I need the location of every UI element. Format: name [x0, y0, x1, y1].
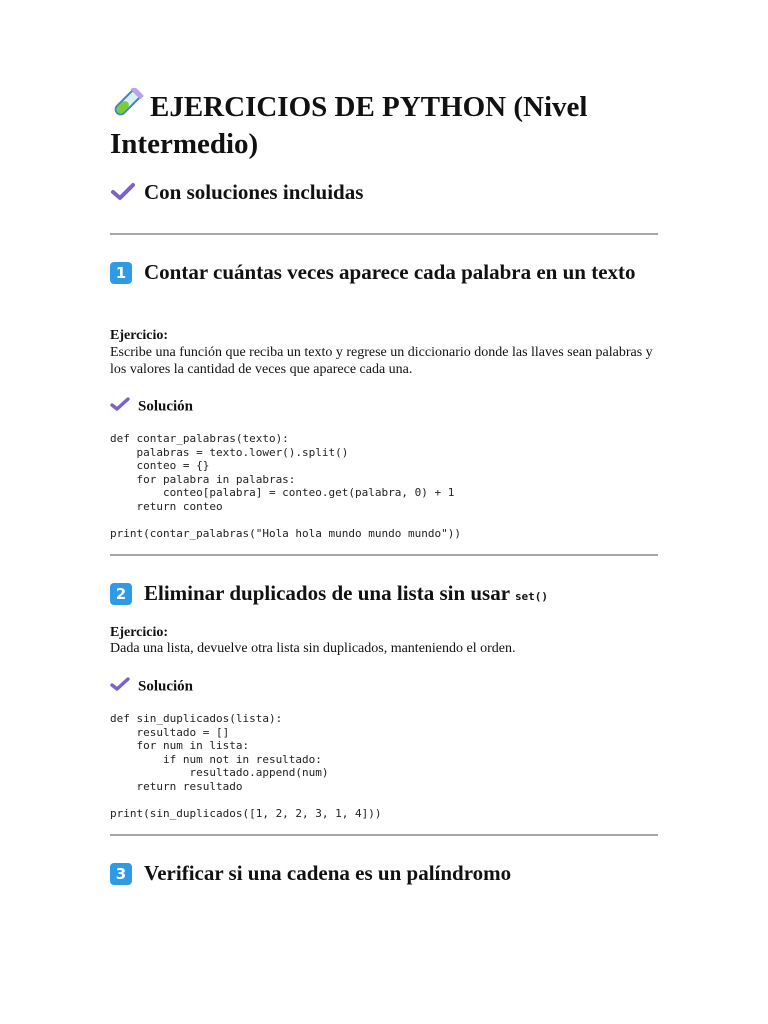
title-text: EJERCICIOS DE PYTHON (Nivel Intermedio): [110, 91, 588, 160]
exercise-2-title: Eliminar duplicados de una lista sin usar: [144, 581, 510, 605]
exercise-2-solution-heading: [110, 676, 193, 698]
check-icon: [110, 676, 130, 698]
divider: [110, 233, 658, 235]
exercise-1-heading: [110, 259, 670, 285]
exercise-1-label: Ejercicio:: [110, 328, 169, 343]
page-title: [110, 88, 670, 162]
number-1-badge-icon: 1: [110, 262, 132, 284]
check-icon: [110, 396, 130, 418]
exercise-3-title: Verificar si una cadena es un palíndromo: [144, 861, 512, 885]
divider: [110, 554, 658, 556]
solution-label: Solución: [138, 398, 194, 415]
number-3-badge-icon: 3: [110, 863, 132, 885]
exercise-2-label: Ejercicio:: [110, 625, 169, 640]
subtitle: [110, 178, 363, 208]
test-tube-icon: [110, 88, 150, 127]
check-icon: [110, 180, 136, 208]
exercise-1-title: Contar cuántas veces aparece cada palabra en un texto: [144, 260, 636, 284]
solution-label: Solución: [138, 678, 194, 695]
divider: [110, 834, 658, 836]
subtitle-text: Con soluciones incluidas: [144, 180, 364, 204]
exercise-1-code-block: def contar_palabras(texto): palabras = texto.lower().split() conteo = {} for palabra in palabras: conteo[palabra] = conteo.get(palabra, 0) + 1 return conteo print(contar_palabras("Hola hola mundo mundo mundo")): [110, 432, 461, 541]
exercise-2-heading: [110, 580, 670, 610]
exercise-1-solution-heading: [110, 396, 193, 418]
exercise-2-code-block: def sin_duplicados(lista): resultado = [] for num in lista: if num not in resultado: resultado.append(num) return resultado print(sin_duplicados([1, 2, 2, 3, 1, 4])): [110, 712, 382, 821]
exercise-3-heading: [110, 860, 670, 886]
exercise-2-title-code: set(): [514, 590, 549, 603]
number-2-badge-icon: 2: [110, 583, 132, 605]
exercise-2-description: Dada una lista, devuelve otra lista sin duplicados, manteniendo el orden.: [110, 641, 516, 656]
exercise-1-description: Escribe una función que reciba un texto y regrese un diccionario donde las llaves sean palabras y los valores la cantidad de veces que aparece cada una.: [110, 345, 653, 377]
